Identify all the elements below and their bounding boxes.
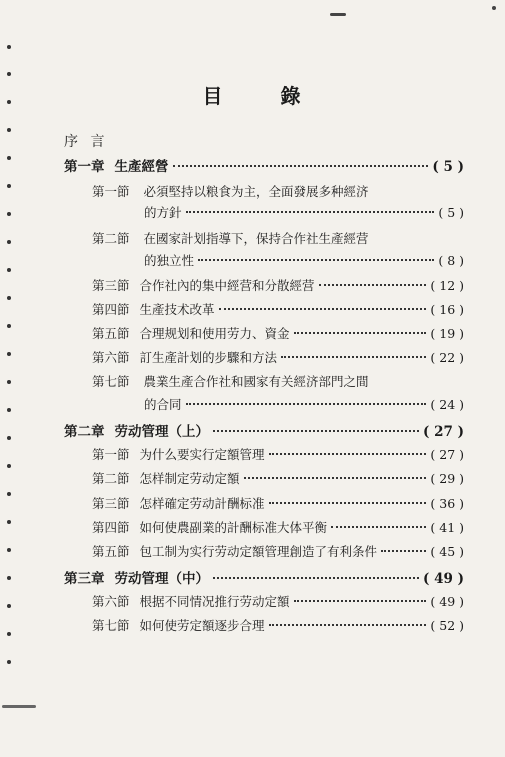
section-title: 为什么要实行定額管理 [139,447,265,462]
ink-smudge [2,705,36,708]
chapter-label: 第三章 [64,571,105,587]
page-number: ( 27 ) [423,424,464,440]
title-char-1: 目 [202,84,225,108]
toc-section-row [92,300,464,318]
dot-leader [294,600,427,602]
page-number: ( 5 ) [432,159,464,175]
dot-leader [294,332,427,334]
toc-continuation-row [144,395,464,413]
binding-hole-mark [7,156,11,160]
section-title: 如何使農副業的計酬标准大体平衡 [139,520,328,535]
section-title: 農業生產合作社和國家有关經济部門之間 [143,374,369,389]
toc-chapter-row [64,420,464,438]
chapter-label: 第二章 [64,424,105,440]
binding-hole-mark [7,296,11,300]
section-label: 第六節 [92,594,130,609]
page-number: ( 8 ) [438,253,464,268]
dot-leader [331,526,426,528]
page-number: ( 27 ) [430,447,464,462]
toc-chapter-row [64,155,464,173]
binding-hole-mark [7,352,11,356]
section-title: 怎样確定劳动計酬标准 [139,496,265,511]
page-number: ( 52 ) [430,618,464,633]
title-char-2: 錄 [280,84,303,108]
section-label: 第七節 [92,618,130,633]
section-title: 合理规划和使用劳力、資金 [139,326,290,341]
dot-leader [319,284,427,286]
dot-leader [219,308,427,310]
binding-hole-mark [7,436,11,440]
dot-leader [281,356,426,358]
binding-hole-mark [7,408,11,412]
chapter-title: 劳动管理（中） [114,571,209,587]
section-label: 第一節 [92,184,130,199]
toc-section-row [92,592,464,610]
binding-hole-mark [7,464,11,468]
binding-hole-mark [7,324,11,328]
section-label: 第二節 [92,231,130,246]
section-label: 第五節 [92,326,130,341]
page-number: ( 29 ) [430,471,464,486]
binding-hole-mark [7,520,11,524]
binding-hole-mark [7,45,11,49]
page-number: ( 41 ) [430,520,464,535]
section-title: 生產技术改革 [139,302,215,317]
toc-section-row [92,445,464,463]
ink-smudge [330,13,346,16]
dot-leader [213,430,419,432]
section-label: 第二節 [92,471,130,486]
section-label: 第四節 [92,520,130,535]
page-number: ( 49 ) [423,571,464,587]
dot-leader [213,577,419,579]
binding-hole-mark [7,212,11,216]
section-label: 第五節 [92,544,130,559]
dot-leader [381,550,426,552]
section-title-cont: 的独立性 [144,253,195,268]
toc-section-row [92,469,464,487]
page-number: ( 5 ) [438,205,464,220]
binding-hole-mark [7,380,11,384]
toc-section-row [92,276,464,294]
dot-leader [173,165,429,167]
chapter-title: 生產經營 [114,159,169,175]
section-title: 在國家計划指導下，保持合作社生產經营 [143,231,369,246]
toc-section-row [92,616,464,634]
binding-hole-mark [7,576,11,580]
toc-section-row [92,324,464,342]
section-title: 根据不同情况推行劳动定額 [139,594,290,609]
toc-chapter-row [64,567,464,585]
dot-leader [269,624,427,626]
section-title-cont: 的合同 [144,397,182,412]
page-number: ( 19 ) [430,326,464,341]
section-title: 訂生產計划的步驟和方法 [139,350,278,365]
dot-leader [186,403,427,405]
toc-section-row [92,542,464,560]
binding-hole-mark [7,548,11,552]
binding-hole-mark [7,660,11,664]
section-title-cont: 的方針 [144,205,182,220]
toc-section-row [92,229,369,247]
binding-hole-mark [7,240,11,244]
section-label: 第六節 [92,350,130,365]
ink-smudge [492,6,496,10]
dot-leader [269,453,427,455]
toc-section-row [92,348,464,366]
toc-section-row [92,182,369,200]
toc-section-row [92,494,464,512]
section-title: 如何使劳定額逐步合理 [139,618,265,633]
chapter-title: 劳动管理（上） [114,424,209,440]
section-label: 第四節 [92,302,130,317]
section-title: 必須堅持以粮食为主，全面發展多种經济 [143,184,369,199]
section-label: 第三節 [92,278,130,293]
binding-hole-mark [7,632,11,636]
preface-heading: 序 言 [64,134,109,150]
binding-hole-mark [7,604,11,608]
dot-leader [198,259,434,261]
section-title: 怎样制定劳动定額 [139,471,240,486]
section-title: 包工制为实行劳动定額管理創造了有利条件 [139,544,378,559]
binding-hole-mark [7,128,11,132]
toc-section-row [92,372,369,390]
chapter-label: 第一章 [64,159,105,175]
section-label: 第三節 [92,496,130,511]
binding-hole-mark [7,184,11,188]
page-number: ( 22 ) [430,350,464,365]
toc-section-row [92,518,464,536]
page-title [0,80,505,109]
dot-leader [186,211,435,213]
section-label: 第七節 [92,374,130,389]
section-title: 合作社內的集中經营和分散經营 [139,278,315,293]
section-label: 第一節 [92,447,130,462]
binding-hole-mark [7,268,11,272]
page-number: ( 12 ) [430,278,464,293]
toc-continuation-row [144,203,464,221]
page-number: ( 45 ) [430,544,464,559]
binding-hole-mark [7,492,11,496]
binding-hole-mark [7,72,11,76]
toc-continuation-row [144,251,464,269]
page-number: ( 24 ) [430,397,464,412]
page-number: ( 49 ) [430,594,464,609]
page-number: ( 16 ) [430,302,464,317]
dot-leader [244,477,427,479]
dot-leader [269,502,427,504]
page-number: ( 36 ) [430,496,464,511]
